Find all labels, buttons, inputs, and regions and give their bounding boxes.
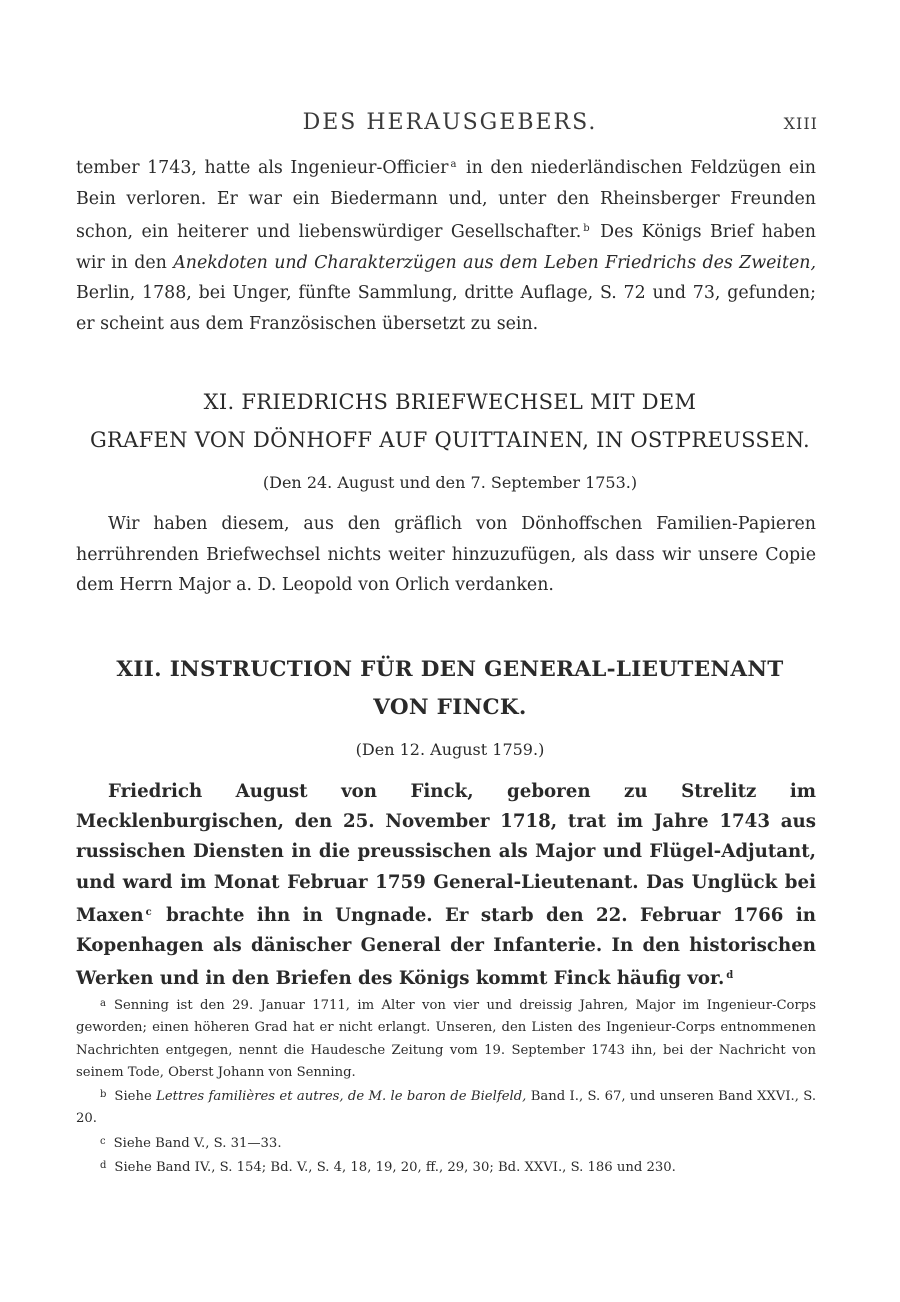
footnote-c — [76, 1131, 816, 1155]
footnote-b-italic: Lettres familières et autres, de M. le baron de Bielfeld, — [156, 1089, 527, 1105]
intro-paragraph — [76, 150, 816, 340]
running-title: DES HERAUSGEBERS. — [302, 110, 598, 135]
section-xi-heading-line1: XI. FRIEDRICHS BRIEFWECHSEL MIT DEM — [203, 390, 697, 414]
footnote-mark-d: d — [100, 1160, 107, 1172]
section-xii-date: (Den 12. August 1759.) — [355, 740, 545, 759]
footnote-c-text: Siehe Band V., S. 31—33. — [113, 1135, 282, 1151]
section-xii-heading-line1: XII. INSTRUCTION FÜR DEN GENERAL-LIEUTENANT — [116, 657, 784, 682]
section-xi-heading — [40, 383, 860, 459]
page-number: XIII — [783, 114, 818, 133]
section-xii-text-2: brachte ihn in Ungnade. Er starb den 22. Februar 1766 in Kopenhagen als dänischer General der Infanterie. In den historischen Werken und in den Briefen des Königs kommt Finck häufig vor. — [76, 904, 816, 990]
footnote-a — [76, 993, 816, 1084]
footnote-ref-a: a — [450, 159, 457, 170]
book-title-italic: Anekdoten und Charakterzügen aus dem Leben Friedrichs des Zweiten, — [173, 252, 816, 273]
footnote-d — [76, 1155, 816, 1179]
intro-text-3: Des Königs Brief haben wir in den — [76, 222, 816, 273]
section-xii-heading — [40, 651, 860, 727]
section-xi-body — [76, 509, 816, 601]
footnote-b — [76, 1084, 816, 1131]
section-xii-body — [76, 777, 816, 994]
footnote-ref-c: c — [145, 906, 152, 918]
footnote-ref-b: b — [583, 223, 590, 235]
footnote-b-prefix: Siehe — [114, 1089, 157, 1105]
intro-text-1: tember 1743, hatte als Ingenieur-Officier — [76, 158, 449, 178]
section-xii-heading-line2: VON FINCK. — [373, 695, 527, 720]
footnote-d-text: Siehe Band IV., S. 154; Bd. V., S. 4, 18, 19, 20, ff., 29, 30; Bd. XXVI., S. 186 und 230. — [114, 1160, 676, 1176]
section-xi-paragraph: Wir haben diesem, aus den gräflich von Dönhoffschen Familien-Papieren herrührenden Briefwechsel nichts weiter hinzuzufügen, als dass wir unsere Copie dem Herrn Major a. D. Leopold von Orlich verdanken. — [76, 514, 816, 596]
section-xii-text-1: Friedrich August von Finck, geboren zu Strelitz im Mecklenburgischen, den 25. November 1718, trat im Jahre 1743 aus russischen Diensten in die preussischen als Major und Flügel-Adjutant, und ward im Monat Februar 1759 General-Lieutenant. Das Unglück bei Maxen — [76, 781, 816, 926]
section-xi-date: (Den 24. August und den 7. September 1753.) — [262, 473, 638, 492]
intro-text-4: Berlin, 1788, bei Unger, fünfte Sammlung, dritte Auflage, S. 72 und 73, gefunden; er scheint aus dem Französischen übersetzt zu sein. — [76, 283, 816, 334]
footnote-ref-d: d — [726, 970, 734, 982]
footnote-mark-a: a — [100, 998, 106, 1009]
footnote-mark-b: b — [100, 1089, 107, 1101]
section-xi-heading-line2: GRAFEN VON DÖNHOFF AUF QUITTAINEN, IN OSTPREUSSEN. — [89, 428, 811, 452]
footnote-a-text: Senning ist den 29. Januar 1711, im Alter von vier und dreissig Jahren, Major im Ingenieur-Corps geworden; einen höheren Grad hat er nicht erlangt. Unseren, den Listen des Ingenieur-Corps entnommenen Nachrichten entgegen, nennt die Haudesche Zeitung vom 19. September 1743 ihn, bei der Nachricht von seinem Tode, Oberst Johann von Senning. — [76, 998, 816, 1080]
footnote-mark-c: c — [100, 1135, 106, 1147]
footnotes — [76, 993, 816, 1179]
running-head — [0, 110, 900, 140]
footnote-b-suffix: Band I., S. 67, und unseren Band XXVI., S. 20. — [76, 1089, 817, 1127]
intro-text-2: in den niederländischen Feldzügen ein Bein verloren. Er war ein Biedermann und, unter den Rheinsberger Freunden schon, ein heiterer und liebenswürdiger Gesellschafter. — [76, 158, 816, 243]
